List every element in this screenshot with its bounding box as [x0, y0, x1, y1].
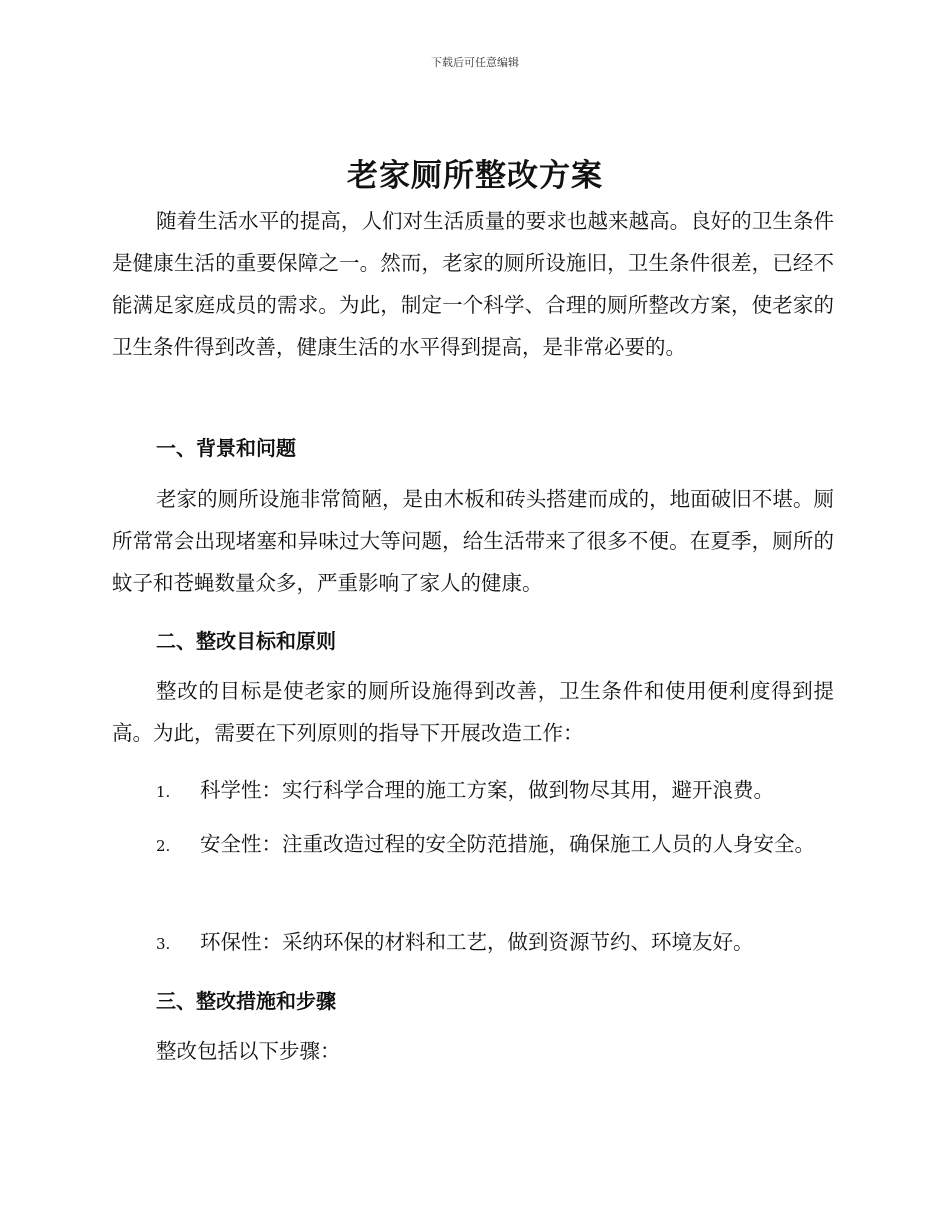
section-text-measures: 整改包括以下步骤： [156, 1039, 341, 1063]
section-heading-measures: 三、整改措施和步骤 [156, 989, 336, 1013]
principle-item [112, 820, 834, 870]
principle-text: 环保性：采纳环保的材料和工艺，做到资源节约、环境友好。 [200, 930, 754, 954]
section-heading-goals: 二、整改目标和原则 [156, 629, 336, 653]
section-text-background: 老家的厕所设施非常简陋，是由木板和砖头搭建而成的，地面破旧不堪。厕所常常会出现堵塞和异味过大等问题，给生活带来了很多不便。在夏季，厕所的蚊子和苍蝇数量众多，严重影响了家人的健康。 [112, 487, 834, 595]
principle-text: 安全性：注重改造过程的安全防范措施，确保施工人员的人身安全。 [200, 832, 815, 856]
intro-paragraph: 随着生活水平的提高，人们对生活质量的要求也越来越高。良好的卫生条件是健康生活的重要保障之一。然而，老家的厕所设施旧，卫生条件很差，已经不能满足家庭成员的需求。为此，制定一个科学、合理的厕所整改方案，使老家的卫生条件得到改善，健康生活的水平得到提高，是非常必要的。 [112, 209, 834, 359]
principle-text: 科学性：实行科学合理的施工方案，做到物尽其用，避开浪费。 [200, 778, 774, 802]
principle-item [112, 766, 834, 816]
section-text-goals: 整改的目标是使老家的厕所设施得到改善，卫生条件和使用便利度得到提高。为此，需要在下列原则的指导下开展改造工作： [112, 679, 834, 745]
principle-number: 2. [156, 837, 171, 855]
header-note: 下载后可任意编辑 [431, 56, 519, 69]
document-title: 老家厕所整改方案 [347, 158, 603, 194]
principle-item [112, 918, 834, 968]
principle-number: 1. [156, 783, 171, 801]
section-heading-background: 一、背景和问题 [156, 436, 296, 460]
principle-number: 3. [156, 935, 171, 953]
